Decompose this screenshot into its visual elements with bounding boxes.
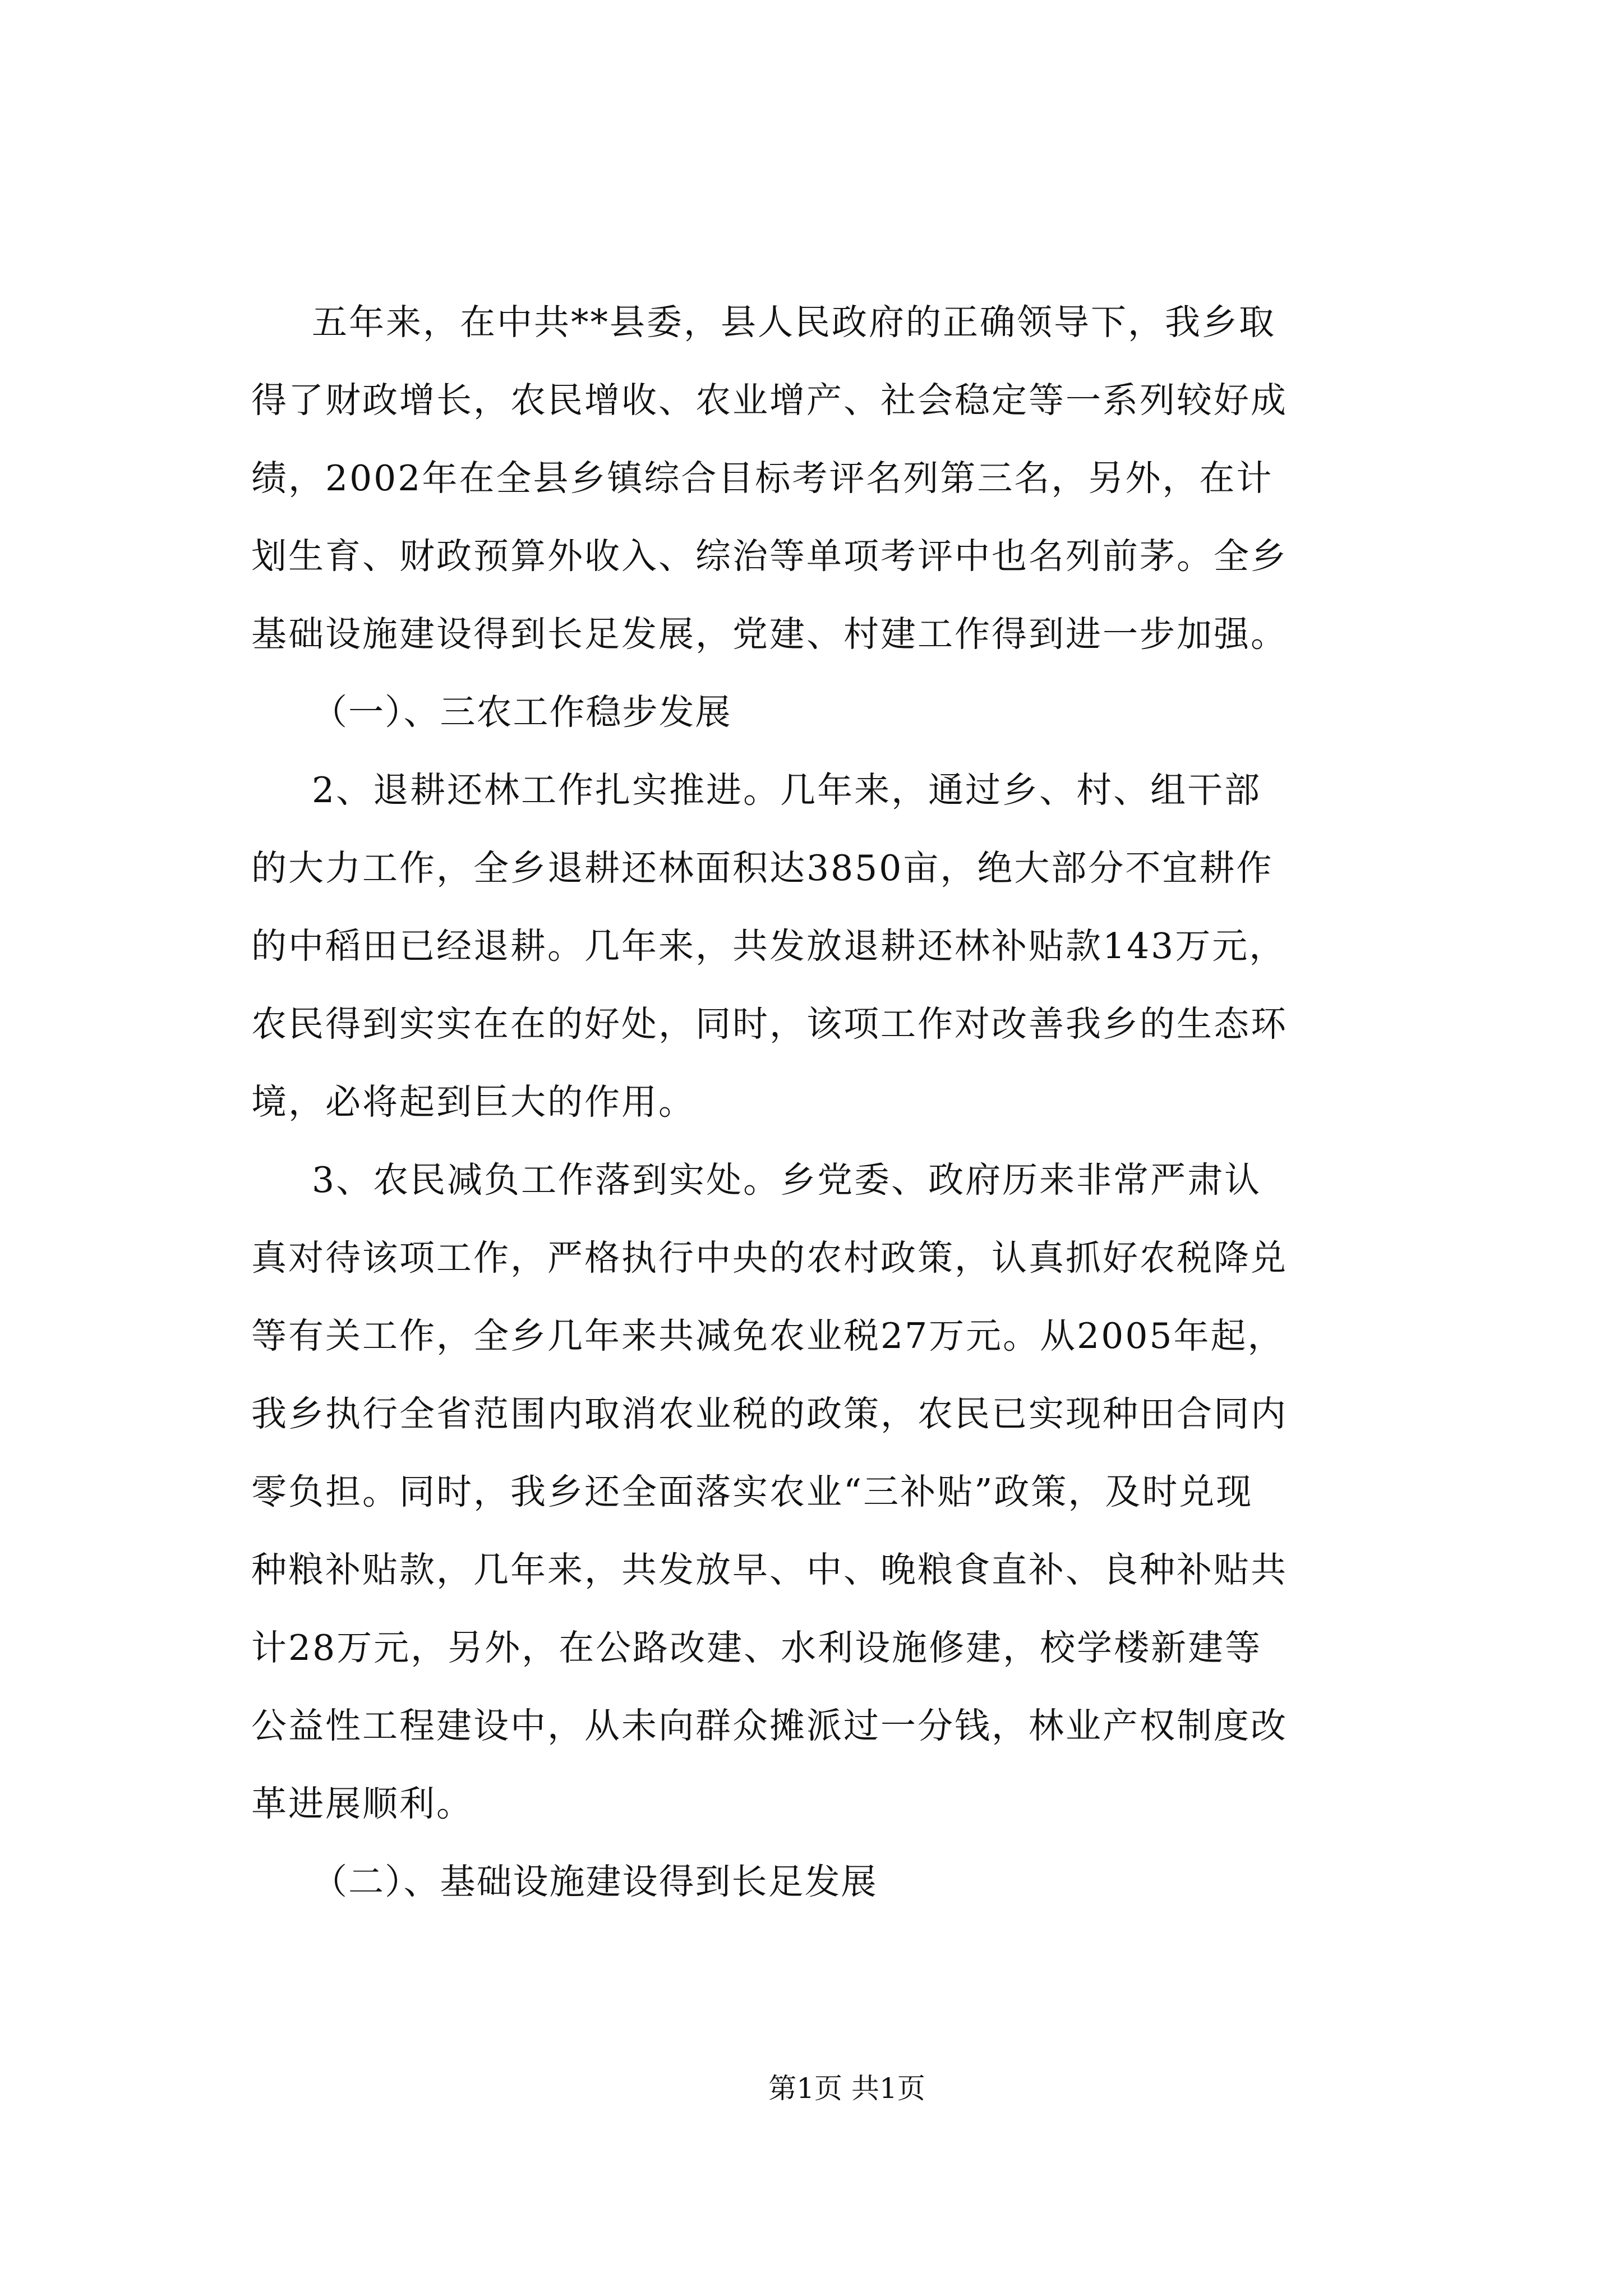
- paragraph-1-line-4: 划生育、财政预算外收入、综治等单项考评中也名列前茅。全乡: [251, 536, 1288, 577]
- paragraph-3-line-5: 零负担。同时，我乡还全面落实农业“三补贴”政策，及时兑现: [251, 1471, 1253, 1512]
- paragraph-2-line-2: 的大力工作，全乡退耕还林面积达3850亩，绝大部分不宜耕作: [251, 848, 1274, 889]
- paragraph-3-line-8: 公益性工程建设中，从未向群众摊派过一分钱，林业产权制度改: [251, 1705, 1288, 1746]
- paragraph-1-line-1: 五年来，在中共**县委，县人民政府的正确领导下，我乡取: [312, 302, 1276, 343]
- paragraph-1-line-3: 绩，2002年在全县乡镇综合目标考评名列第三名，另外，在计: [251, 458, 1274, 499]
- paragraph-3-line-2: 真对待该项工作，严格执行中央的农村政策，认真抓好农税降兑: [251, 1237, 1288, 1278]
- paragraph-2-line-1: 2、退耕还林工作扎实推进。几年来，通过乡、村、组干部: [312, 770, 1262, 811]
- paragraph-1-line-2: 得了财政增长，农民增收、农业增产、社会稳定等一系列较好成: [251, 380, 1288, 421]
- section-heading-2: （二）、基础设施建设得到长足发展: [312, 1861, 878, 1902]
- page-number-footer: 第1页 共1页: [768, 2072, 925, 2105]
- paragraph-3-line-1: 3、农民减负工作落到实处。乡党委、政府历来非常严肃认: [312, 1159, 1262, 1200]
- paragraph-3-line-7: 计28万元，另外，在公路改建、水利设施修建，校学楼新建等: [251, 1627, 1262, 1668]
- paragraph-2-line-4: 农民得到实实在在的好处，同时，该项工作对改善我乡的生态环: [251, 1004, 1288, 1045]
- paragraph-3-line-6: 种粮补贴款，几年来，共发放早、中、晚粮食直补、良种补贴共: [251, 1549, 1288, 1590]
- paragraph-1-line-5: 基础设施建设得到长足发展，党建、村建工作得到进一步加强。: [251, 614, 1288, 655]
- paragraph-3-line-4: 我乡执行全省范围内取消农业税的政策，农民已实现种田合同内: [251, 1393, 1288, 1434]
- paragraph-3-line-9: 革进展顺利。: [251, 1783, 473, 1824]
- paragraph-2-line-5: 境，必将起到巨大的作用。: [251, 1082, 695, 1122]
- section-heading-1: （一）、三农工作稳步发展: [312, 692, 732, 733]
- paragraph-2-line-3: 的中稻田已经退耕。几年来，共发放退耕还林补贴款143万元，: [251, 926, 1287, 967]
- paragraph-3-line-3: 等有关工作，全乡几年来共减免农业税27万元。从2005年起，: [251, 1315, 1285, 1356]
